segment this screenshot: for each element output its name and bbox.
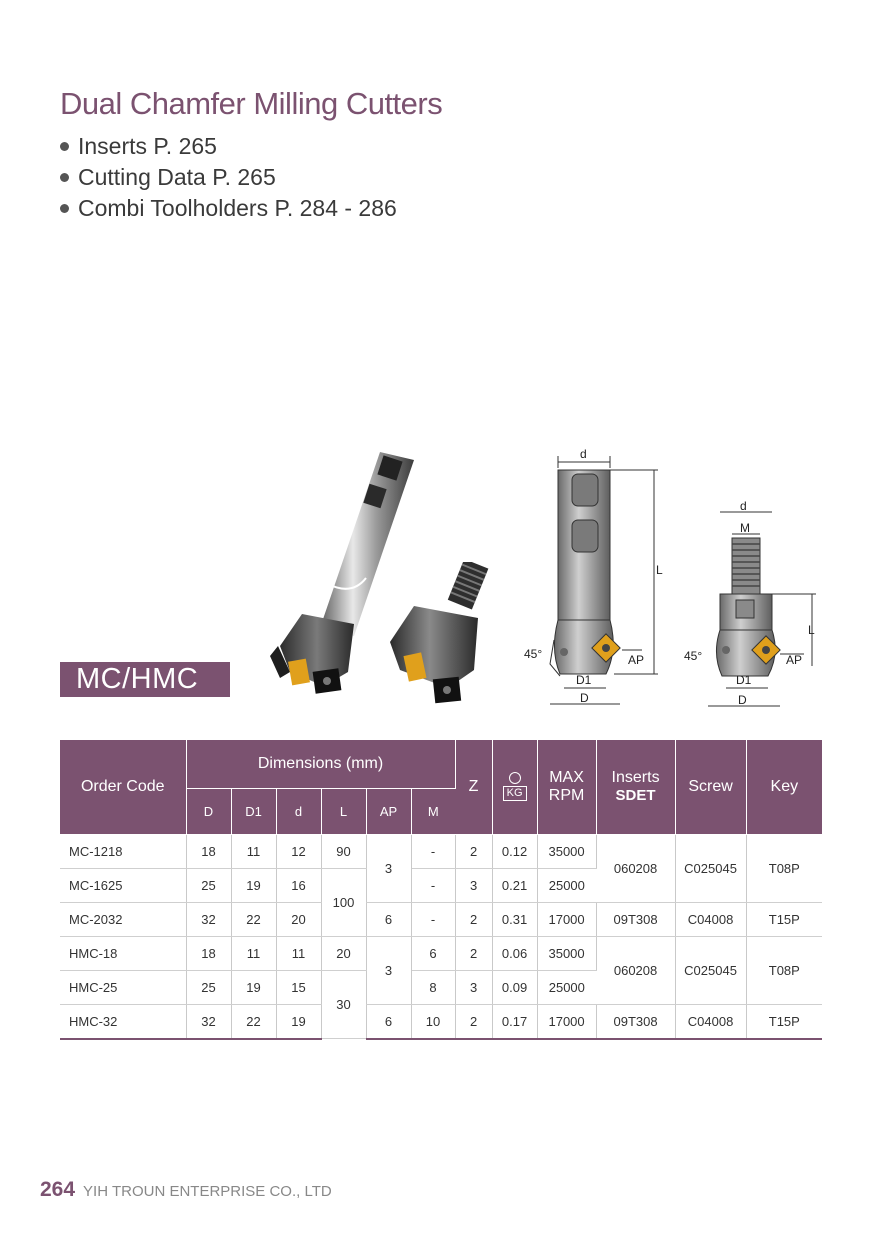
cell-KG: 0.06 xyxy=(492,936,537,970)
cell-KG: 0.12 xyxy=(492,834,537,868)
cell-D1: 19 xyxy=(231,970,276,1004)
hmc-technical-drawing xyxy=(680,498,840,710)
cell-d: 11 xyxy=(276,936,321,970)
mc-dim-L: L xyxy=(656,563,663,577)
hmc-cutter-photo xyxy=(386,562,496,712)
hmc-dim-D1: D1 xyxy=(736,673,752,687)
cell-D: 18 xyxy=(186,936,231,970)
hmc-dim-AP: AP xyxy=(786,653,803,667)
cell-key: T15P xyxy=(746,1004,822,1039)
header-order-code: Order Code xyxy=(60,740,186,834)
bullet-icon xyxy=(60,173,69,182)
cell-KG: 0.21 xyxy=(492,868,537,902)
header-inserts: Inserts SDET xyxy=(596,740,675,834)
reference-item: Inserts P. 265 xyxy=(60,132,397,163)
cell-Z: 2 xyxy=(455,834,492,868)
cell-KG: 0.17 xyxy=(492,1004,537,1039)
cell-RPM: 17000 xyxy=(537,1004,596,1039)
order-code: MC-1625 xyxy=(60,868,186,902)
cell-screw: C025045 xyxy=(675,936,746,1004)
cell-D: 25 xyxy=(186,970,231,1004)
mc-dim-angle: 45° xyxy=(524,647,543,661)
cell-M: - xyxy=(411,834,455,868)
mc-technical-drawing xyxy=(518,444,678,710)
cell-Z: 2 xyxy=(455,1004,492,1039)
cell-RPM: 25000 xyxy=(537,868,596,902)
header-max-rpm: MAX RPM xyxy=(537,740,596,834)
cell-screw: C025045 xyxy=(675,834,746,902)
cell-AP: 3 xyxy=(366,936,411,1004)
hmc-dim-angle: 45° xyxy=(684,649,703,663)
cell-L: 30 xyxy=(321,970,366,1039)
order-code: HMC-25 xyxy=(60,970,186,1004)
cell-AP: 6 xyxy=(366,902,411,936)
series-badge: MC/HMC xyxy=(60,662,230,697)
mc-dim-D: D xyxy=(580,691,589,705)
cell-D1: 19 xyxy=(231,868,276,902)
cell-M: - xyxy=(411,902,455,936)
cell-Z: 2 xyxy=(455,902,492,936)
cell-insert: 060208 xyxy=(596,936,675,1004)
weight-icon: KG xyxy=(503,772,527,801)
page-number: 264 xyxy=(40,1178,76,1201)
cell-L: 20 xyxy=(321,936,366,970)
cell-insert: 060208 xyxy=(596,834,675,902)
cell-RPM: 25000 xyxy=(537,970,596,1004)
cell-d: 19 xyxy=(276,1004,321,1039)
header-z: Z xyxy=(455,740,492,834)
cell-d: 20 xyxy=(276,902,321,936)
cell-key: T08P xyxy=(746,936,822,1004)
cell-Z: 3 xyxy=(455,868,492,902)
cell-key: T15P xyxy=(746,902,822,936)
mc-dim-d: d xyxy=(580,447,587,461)
cell-AP: 6 xyxy=(366,1004,411,1039)
cell-M: 10 xyxy=(411,1004,455,1039)
cell-D: 18 xyxy=(186,834,231,868)
table-row xyxy=(60,902,822,936)
hmc-dim-D: D xyxy=(738,693,747,707)
page-title: Dual Chamfer Milling Cutters xyxy=(60,86,443,121)
cell-screw: C04008 xyxy=(675,902,746,936)
cell-D1: 22 xyxy=(231,902,276,936)
cell-D: 25 xyxy=(186,868,231,902)
cell-d: 15 xyxy=(276,970,321,1004)
mc-dim-D1: D1 xyxy=(576,673,592,687)
order-code: HMC-32 xyxy=(60,1004,186,1039)
header-M: M xyxy=(411,788,455,834)
cell-M: 6 xyxy=(411,936,455,970)
header-D1: D1 xyxy=(231,788,276,834)
table-row xyxy=(60,834,822,868)
cell-D: 32 xyxy=(186,902,231,936)
bullet-icon xyxy=(60,142,69,151)
cell-M: - xyxy=(411,868,455,902)
cell-D1: 11 xyxy=(231,834,276,868)
header-weight xyxy=(492,740,537,834)
order-code: HMC-18 xyxy=(60,936,186,970)
cell-RPM: 17000 xyxy=(537,902,596,936)
cell-M: 8 xyxy=(411,970,455,1004)
cell-Z: 3 xyxy=(455,970,492,1004)
cell-L: 100 xyxy=(321,868,366,936)
order-code: MC-1218 xyxy=(60,834,186,868)
cell-key: T08P xyxy=(746,834,822,902)
cell-screw: C04008 xyxy=(675,1004,746,1039)
header-d: d xyxy=(276,788,321,834)
order-code: MC-2032 xyxy=(60,902,186,936)
hmc-dim-L: L xyxy=(808,623,815,637)
cell-d: 16 xyxy=(276,868,321,902)
cell-AP: 3 xyxy=(366,834,411,902)
cell-KG: 0.31 xyxy=(492,902,537,936)
cell-RPM: 35000 xyxy=(537,936,596,970)
header-key: Key xyxy=(746,740,822,834)
specification-table xyxy=(60,740,822,1040)
cell-Z: 2 xyxy=(455,936,492,970)
table-row xyxy=(60,1004,822,1039)
hmc-dim-d: d xyxy=(740,499,747,513)
table-row xyxy=(60,936,822,970)
cell-d: 12 xyxy=(276,834,321,868)
hmc-dim-M: M xyxy=(740,521,750,535)
cell-insert: 09T308 xyxy=(596,1004,675,1039)
company-name: YIH TROUN ENTERPRISE CO., LTD xyxy=(83,1183,332,1200)
reference-list xyxy=(60,132,397,225)
cell-D1: 22 xyxy=(231,1004,276,1039)
reference-item: Cutting Data P. 265 xyxy=(60,163,397,194)
bullet-icon xyxy=(60,204,69,213)
page-footer xyxy=(40,1178,332,1202)
cell-D1: 11 xyxy=(231,936,276,970)
header-screw: Screw xyxy=(675,740,746,834)
cell-RPM: 35000 xyxy=(537,834,596,868)
header-dimensions: Dimensions (mm) xyxy=(186,740,455,788)
header-AP: AP xyxy=(366,788,411,834)
cell-insert: 09T308 xyxy=(596,902,675,936)
cell-D: 32 xyxy=(186,1004,231,1039)
mc-dim-AP: AP xyxy=(628,653,645,667)
header-L: L xyxy=(321,788,366,834)
cell-L: 90 xyxy=(321,834,366,868)
reference-item: Combi Toolholders P. 284 - 286 xyxy=(60,194,397,225)
header-D: D xyxy=(186,788,231,834)
cell-KG: 0.09 xyxy=(492,970,537,1004)
